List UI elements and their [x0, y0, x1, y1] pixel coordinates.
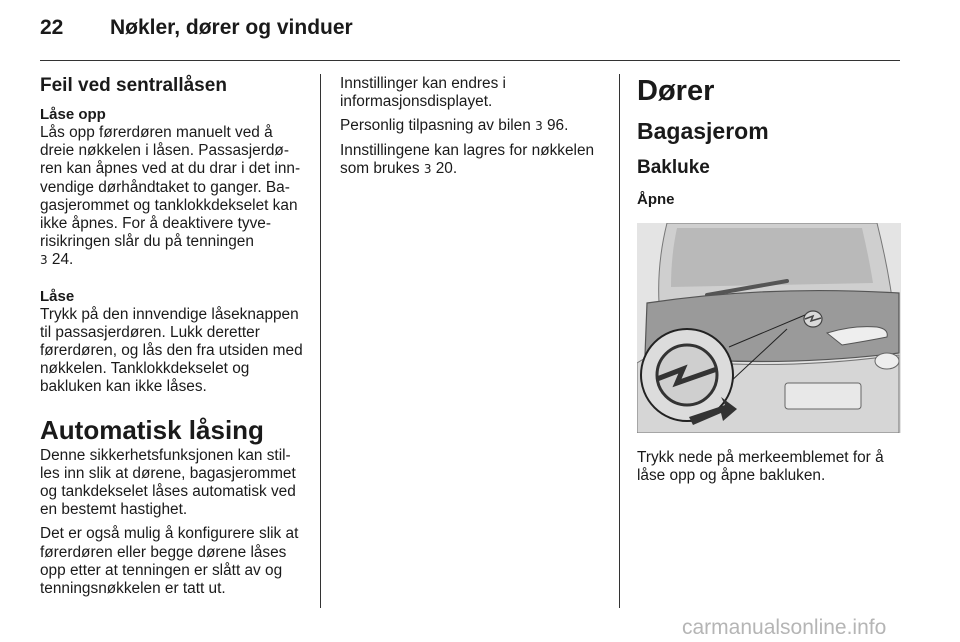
- subsection-title: Bakluke: [637, 157, 710, 178]
- auto-lock-title: Automatisk låsing: [40, 414, 264, 445]
- lock-heading: Låse: [40, 287, 75, 305]
- unlock-paragraph: [40, 124, 304, 270]
- key-settings-text: Innstillingene kan lagres for nøkkelen som brukes: [340, 141, 595, 177]
- section-title: Bagasjerom: [637, 118, 769, 144]
- tailgate-illustration: [637, 223, 901, 433]
- xref-icon: 3: [423, 161, 432, 176]
- spacer: [40, 276, 304, 288]
- xref-icon: 3: [535, 119, 543, 134]
- header-rule: [40, 60, 900, 61]
- unlock-ref-page: 24.: [51, 251, 74, 269]
- spacer: [40, 403, 304, 415]
- unlock-heading: Låse opp: [40, 106, 106, 123]
- key-settings-paragraph: [340, 142, 604, 178]
- unlock-text: Lås opp førerdøren manuelt ved å dreie nøkkelen i låsen. Passasjerdøren kan åpnes ved at du drar i det innvendige dørhåndtaket to ganger. Bagasjerommet og tanklokkdekselet kan ikke åpnes. For å deaktivere tyverisikringen slår du på tenningen: [40, 124, 301, 251]
- lock-paragraph: Trykk på den innvendige låseknappen til passasjerdøren. Lukk deretter førerdøren, og lås den fra utsiden med nøkkelen. Tanklokkdekselet og bakluken kan ikke låses.: [40, 305, 303, 396]
- column-divider: [619, 74, 620, 608]
- tailgate-emblem-icon: [637, 223, 901, 433]
- watermark: carmanualsonline.info: [682, 616, 887, 639]
- chapter-title: Dører: [637, 75, 715, 107]
- personalization-text: Personlig tilpasning av bilen: [340, 117, 531, 135]
- auto-lock-paragraph-1: Denne sikkerhetsfunksjonen kan stilles inn slik at dørene, bagasjerommet og tankdekselet låses automatisk ved en bestemt hastighet.: [40, 446, 296, 519]
- settings-paragraph: Innstillinger kan endres i informasjonsdisplayet.: [340, 75, 506, 111]
- running-title: Nøkler, dører og vinduer: [110, 16, 353, 39]
- section-title: Feil ved sentrallåsen: [40, 75, 227, 96]
- column-left: [40, 75, 304, 604]
- open-heading: Åpne: [637, 191, 675, 208]
- column-middle: [340, 75, 604, 184]
- column-right: [637, 75, 901, 491]
- auto-lock-paragraph-2: Det er også mulig å konfigurere slik at førerdøren eller begge dørene låses opp etter at tenningen er slått av og tenningsnøkkelen er tatt ut.: [40, 525, 299, 598]
- column-divider: [320, 74, 321, 608]
- personalization-paragraph: [340, 117, 604, 135]
- page-number: 22: [40, 16, 64, 39]
- illustration-caption: Trykk nede på merkeemblemet for å låse opp og åpne bakluken.: [637, 449, 884, 485]
- personalization-ref: 96.: [547, 117, 569, 135]
- key-settings-ref: 20.: [435, 159, 458, 177]
- xref-icon: 3: [40, 253, 48, 268]
